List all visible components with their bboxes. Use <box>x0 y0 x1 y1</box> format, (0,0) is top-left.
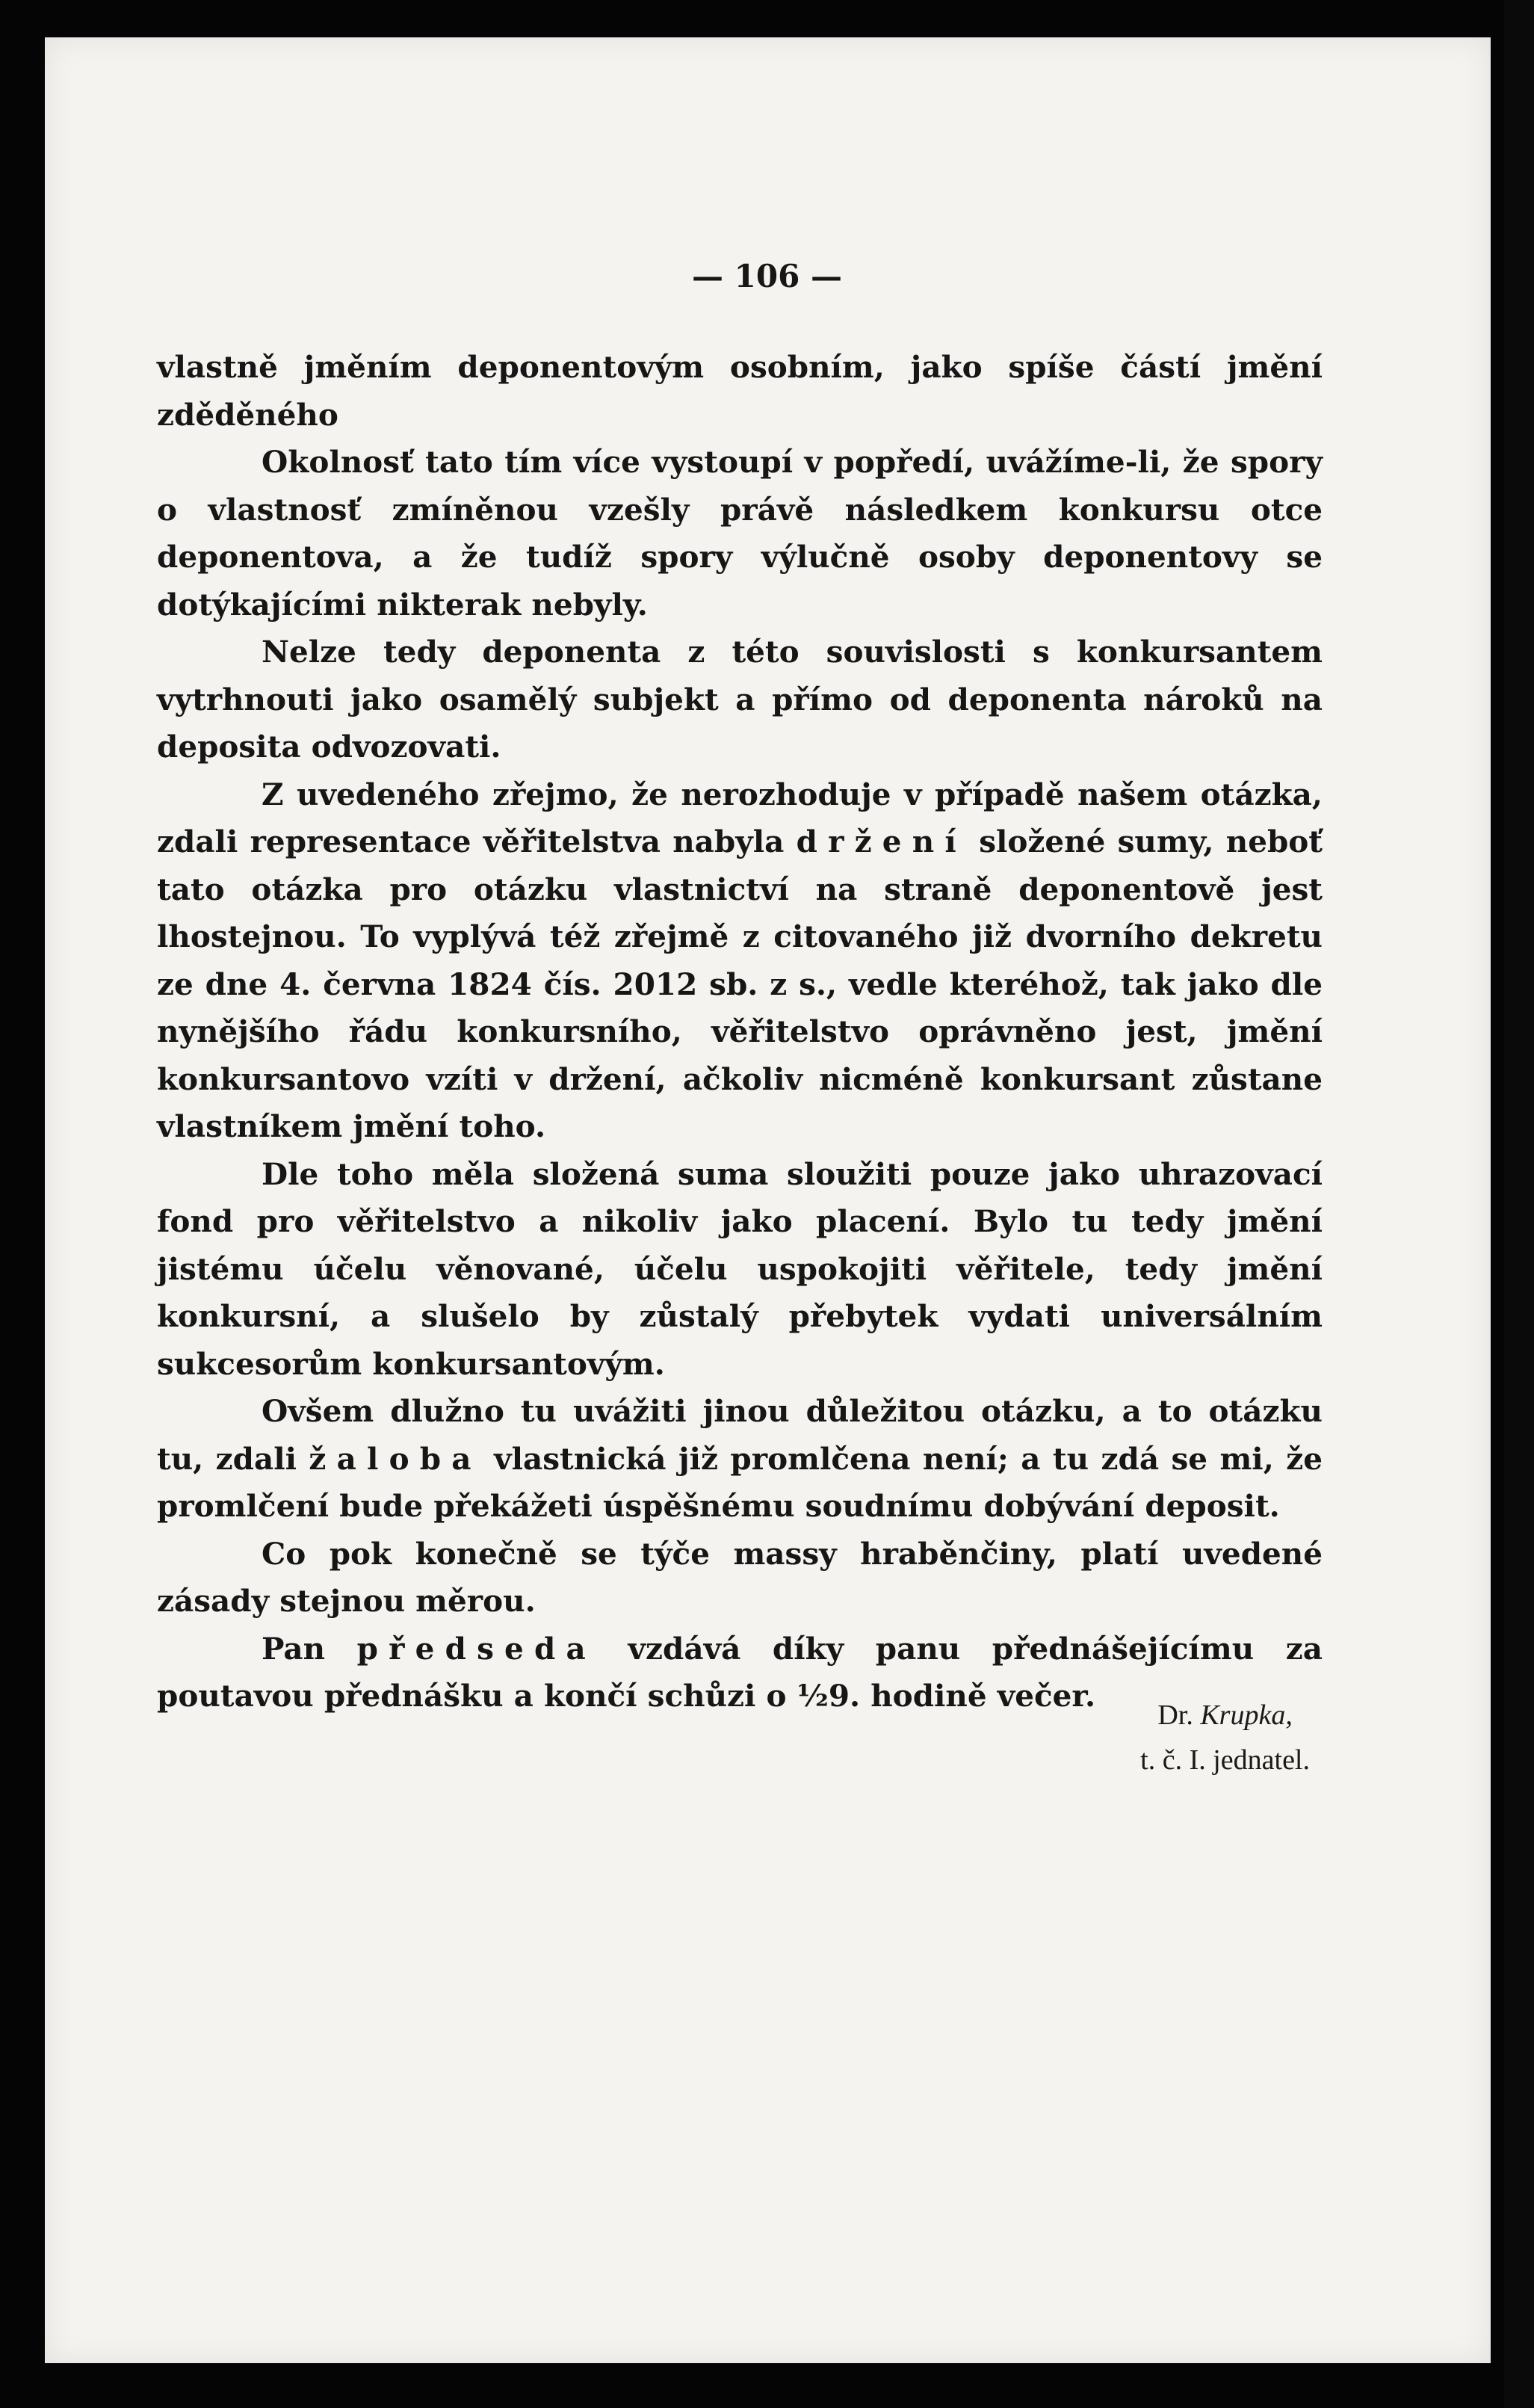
paragraph-7-after: vzdává díky panu přednášejícímu za poutavou přednášku a končí schůzi o ½9. hodině večer. <box>157 1630 1323 1714</box>
paragraph-5-after: vlastnická již promlčena není; a tu zdá se mi, že promlčení bude překážeti úspěšnému soudnímu dobývání deposit. <box>157 1440 1323 1524</box>
page-number: — 106 — <box>692 258 842 294</box>
paragraph-7-spaced-word: předseda <box>356 1630 596 1667</box>
body-text <box>157 344 1323 1720</box>
signature-line <box>1140 1693 1310 1738</box>
paragraph-3-before: Z uvedeného zřejmo, že nerozhoduje v případě našem otázka, zdali representace věřitelstva nabyla <box>157 776 1323 859</box>
paragraph-4: Dle toho měla složená suma sloužiti pouze jako uhrazovací fond pro věřitelstvo a nikoliv jako placení. Bylo tu tedy jmění jistému účelu věnované, účelu uspokojiti věřitele, tedy jmění konkursní, a slušelo by zůstalý přebytek vydati universálním sukcesorům konkursantovým. <box>157 1155 1323 1382</box>
signature-title: t. č. I. jednatel. <box>1140 1744 1310 1776</box>
signature-name: Krupka, <box>1200 1700 1293 1731</box>
paragraph-5 <box>157 1388 1323 1531</box>
paragraph-5-spaced-word: žaloba <box>309 1440 482 1477</box>
paragraph-3-after: složené sumy, neboť tato otázka pro otázku vlastnictví na straně deponentově jest lhostejnou. To vyplývá též zřejmě z citovaného již dvorního dekretu ze dne 4. června 1824 čís. 2012 sb. z s., vedle kteréhož, tak jako dle nynějšího řádu konkursního, věřitelstvo oprávněno jest, jmění konkursantovo vzíti v držení, ačkoliv nicméně konkursant zůstane vlastníkem jmění toho. <box>157 824 1323 1144</box>
paragraph-6: Co pok konečně se týče massy hraběnčiny, platí uvedené zásady stejnou měrou. <box>157 1535 1323 1619</box>
paragraph-7-before: Pan <box>262 1630 357 1667</box>
paragraph-3 <box>157 771 1323 1151</box>
signature-block <box>1140 1693 1310 1782</box>
signature-prefix: Dr. <box>1157 1700 1201 1731</box>
paragraph-3-spaced-word: držení <box>796 824 967 859</box>
scan-edge <box>1504 0 1534 2408</box>
paragraph-1: Okolnosť tato tím více vystoupí v popředí, uvážíme-li, že spory o vlastnosť zmíněnou vzešly právě následkem konkursu otce deponentova, a že tudíž spory výlučně osoby deponentovy se dotýkajícími nikterak nebyly. <box>157 444 1323 623</box>
paragraph-2: Nelze tedy deponenta z této souvislosti s konkursantem vytrhnouti jako osamělý subjekt a přímo od deponenta nároků na deposita odvozovati. <box>157 634 1323 765</box>
paragraph-0: vlastně jměním deponentovým osobním, jako spíše částí jmění zděděného <box>157 349 1323 433</box>
paragraph-5-before: Ovšem dlužno tu uvážiti jinou důležitou otázku, a to otázku tu, zdali <box>157 1393 1323 1477</box>
